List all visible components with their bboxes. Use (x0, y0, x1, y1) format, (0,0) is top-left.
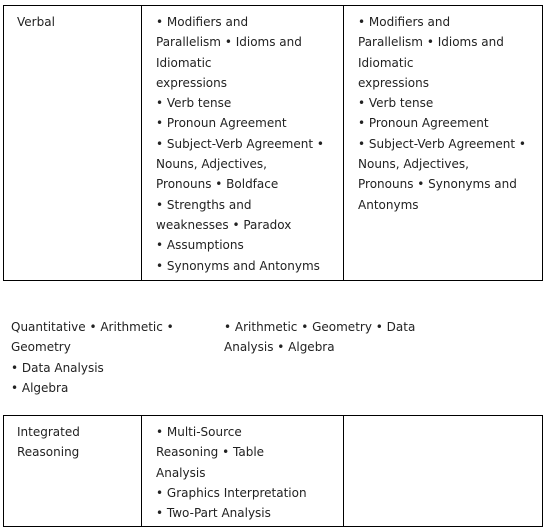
verbal-topics-cell-1 (142, 6, 344, 281)
integrated-label-cell (4, 416, 142, 527)
integrated-topics-cell-2 (344, 416, 543, 527)
verbal-label-cell (4, 6, 142, 281)
table-row (4, 416, 543, 527)
integrated-topics-list-2 (344, 416, 542, 422)
verbal-topics-list-1: • Modifiers and Parallelism • Idioms and Idiomatic expressions • Verb tense • Pronoun Agreement • Subject-Verb Agreement • Nouns, Adjectives, Pronouns • Boldface • Strengths and weaknesses • Paradox • Assumptions • Synonyms and Antonyms (156, 15, 324, 273)
integrated-topics-cell-1 (142, 416, 344, 527)
integrated-topics-list-1: • Multi-Source Reasoning • Table Analysis • Graphics Interpretation • Two-Part Analysis (156, 425, 307, 521)
table-row (4, 6, 543, 281)
integrated-label: Integrated Reasoning (17, 425, 80, 460)
verbal-topics-list-2: • Modifiers and Parallelism • Idioms and Idiomatic expressions • Verb tense • Pronoun Agreement • Subject-Verb Agreement • Nouns, Adjectives, Pronouns • Synonyms and Antonyms (358, 15, 526, 212)
verbal-table (3, 5, 543, 281)
quantitative-topics-2: • Arithmetic • Geometry • Data Analysis • Algebra (224, 320, 416, 355)
integrated-reasoning-table (3, 415, 543, 527)
quantitative-topics-1: Quantitative • Arithmetic • Geometry • Data Analysis • Algebra (11, 320, 174, 395)
verbal-topics-cell-2 (344, 6, 543, 281)
verbal-label: Verbal (17, 15, 55, 29)
